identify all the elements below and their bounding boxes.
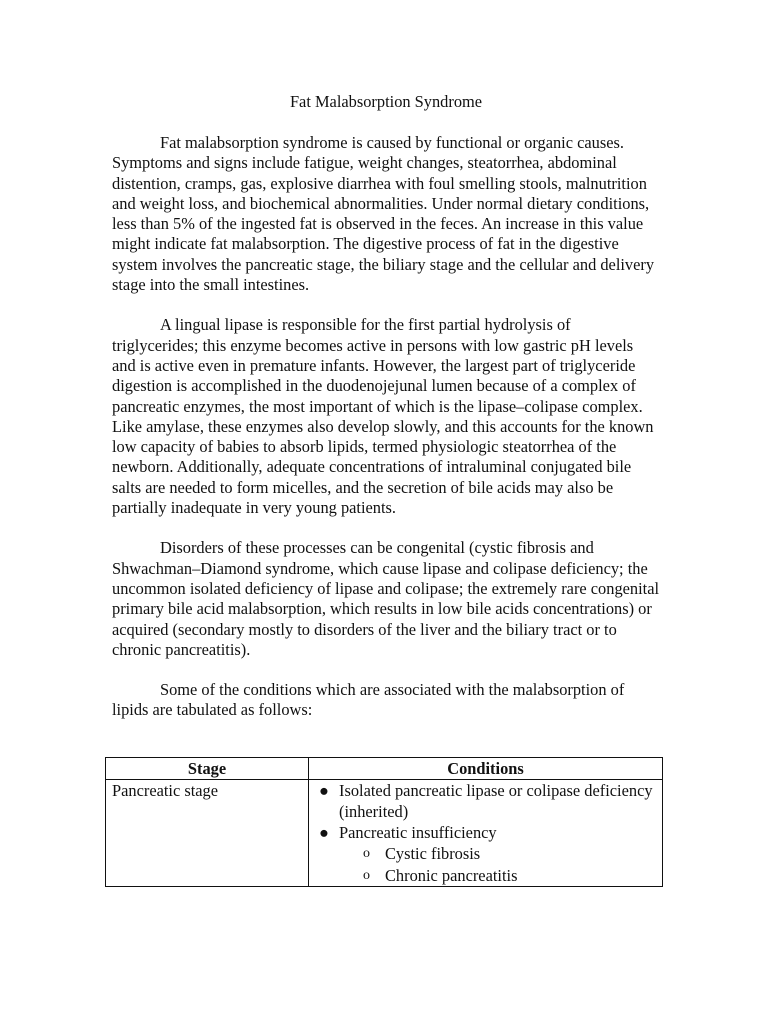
- paragraph-intro: Fat malabsorption syndrome is caused by functional or organic causes. Symptoms and signs include fatigue, weight changes, steatorrhea, abdominal distention, cramps, gas, explosive diarrhea with foul smelling stools, malnutrition and weight loss, and biochemical abnormalities. Under normal dietary conditions, less than 5% of the ingested fat is observed in the feces. An increase in this value might indicate fat malabsorption. The digestive process of fat in the digestive system involves the pancreatic stage, the biliary stage and the cellular and delivery stage into the small intestines.: [112, 133, 655, 295]
- stage-cell: Pancreatic stage: [106, 780, 309, 887]
- hollow-bullet-icon: o: [363, 846, 370, 861]
- bullet-icon: ●: [319, 823, 329, 842]
- sub-condition-text: Cystic fibrosis: [385, 844, 481, 863]
- paragraph-lingual-lipase: A lingual lipase is responsible for the first partial hydrolysis of triglycerides; this enzyme becomes active in persons with low gastric pH levels and is active even in premature infants. However, the largest part of triglyceride digestion is accomplished in the duodenojejunal lumen because of a complex of pancreatic enzymes, the most important of which is the lipase–colipase complex. Like amylase, these enzymes also develop slowly, and this accounts for the known low capacity of babies to absorb lipids, termed physiologic steatorrhea of the newborn. Additionally, adequate concentrations of intraluminal conjugated bile salts are needed to form micelles, and the secretion of bile acids may also be partially inadequate in very young patients.: [112, 315, 654, 518]
- document-body: [112, 92, 660, 741]
- conditions-table: [105, 757, 663, 887]
- list-item: [315, 822, 656, 886]
- document-title: Fat Malabsorption Syndrome: [289, 92, 483, 111]
- header-stage: Stage: [106, 758, 309, 780]
- sub-list-item: [339, 865, 656, 887]
- condition-text: Isolated pancreatic lipase or colipase deficiency (inherited): [339, 781, 653, 821]
- list-item: [315, 780, 656, 822]
- bullet-icon: ●: [319, 781, 329, 800]
- paragraph-disorders: Disorders of these processes can be congenital (cystic fibrosis and Shwachman–Diamond syndrome, which cause lipase and colipase deficiency; the uncommon isolated deficiency of lipase and colipase; the extremely rare congenital primary bile acid malabsorption, which results in low bile acids concentrations) or acquired (secondary mostly to disorders of the liver and the biliary tract or to chronic pancreatitis).: [112, 538, 660, 659]
- sub-conditions-list: [339, 843, 656, 886]
- conditions-list: [315, 780, 656, 886]
- header-conditions: Conditions: [309, 758, 663, 780]
- table-header-row: [106, 758, 663, 780]
- sub-list-item: [339, 843, 656, 865]
- conditions-cell: [309, 780, 663, 887]
- sub-condition-text: Chronic pancreatitis: [385, 865, 518, 885]
- paragraph-table-intro: Some of the conditions which are associated with the malabsorption of lipids are tabulated as follows:: [112, 680, 625, 720]
- condition-text: Pancreatic insufficiency: [339, 823, 497, 842]
- hollow-bullet-icon: o: [363, 867, 370, 883]
- table-row: [106, 780, 663, 887]
